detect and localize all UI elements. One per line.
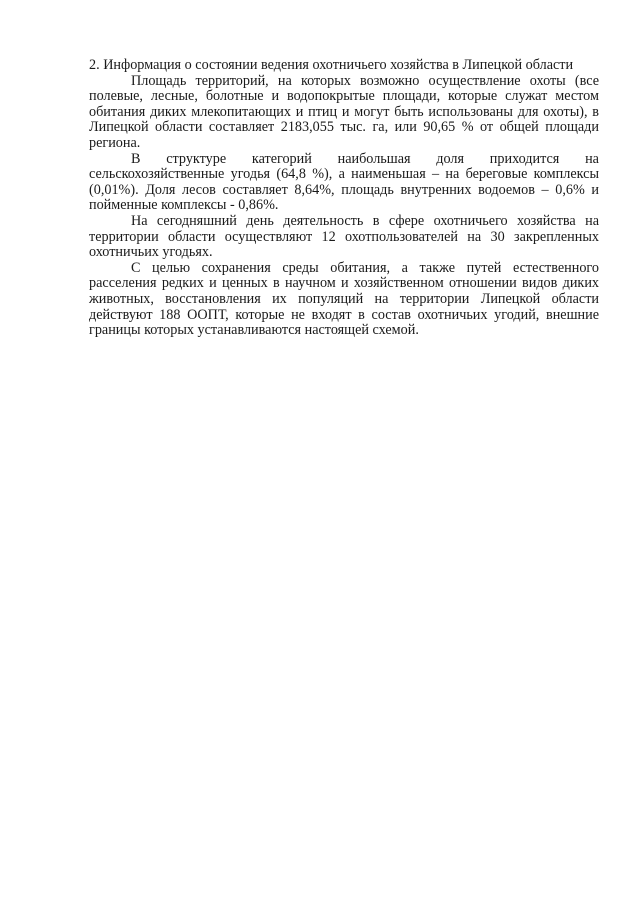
paragraph-hunting-users: На сегодняшний день деятельность в сфере охотничьего хозяйства на территории области осуществляют 12 охотпользователей на 30 закрепленных охотничьих угодьях.: [89, 212, 599, 261]
paragraph-territory-area: Площадь территорий, на которых возможно осуществление охоты (все полевые, лесные, болотные и водопокрытые площади, которые служат местом обитания диких млекопитающих и птиц и могут быть использованы для охоты), в Липецкой области составляет 2183,055 тыс. га, или 90,65 % от общей площади региона.: [89, 72, 599, 151]
paragraph-category-structure: В структуре категорий наибольшая доля приходится на сельскохозяйственные угодья (64,8 %), а наименьшая – на береговые комплексы (0,01%). Доля лесов составляет 8,64%, площадь внутренних водоемов – 0,6% и пойменные комплексы - 0,86%.: [89, 150, 599, 214]
document-body: [89, 58, 599, 339]
paragraph-protected-areas: С целью сохранения среды обитания, а также путей естественного расселения редких и ценных в научном и хозяйственном отношении видов диких животных, восстановления их популяций на территории Липецкой области действуют 188 ООПТ, которые не входят в состав охотничьих угодий, внешние границы которых устанавливаются настоящей схемой.: [89, 259, 599, 339]
section-heading: 2. Информация о состоянии ведения охотничьего хозяйства в Липецкой области: [89, 57, 574, 73]
